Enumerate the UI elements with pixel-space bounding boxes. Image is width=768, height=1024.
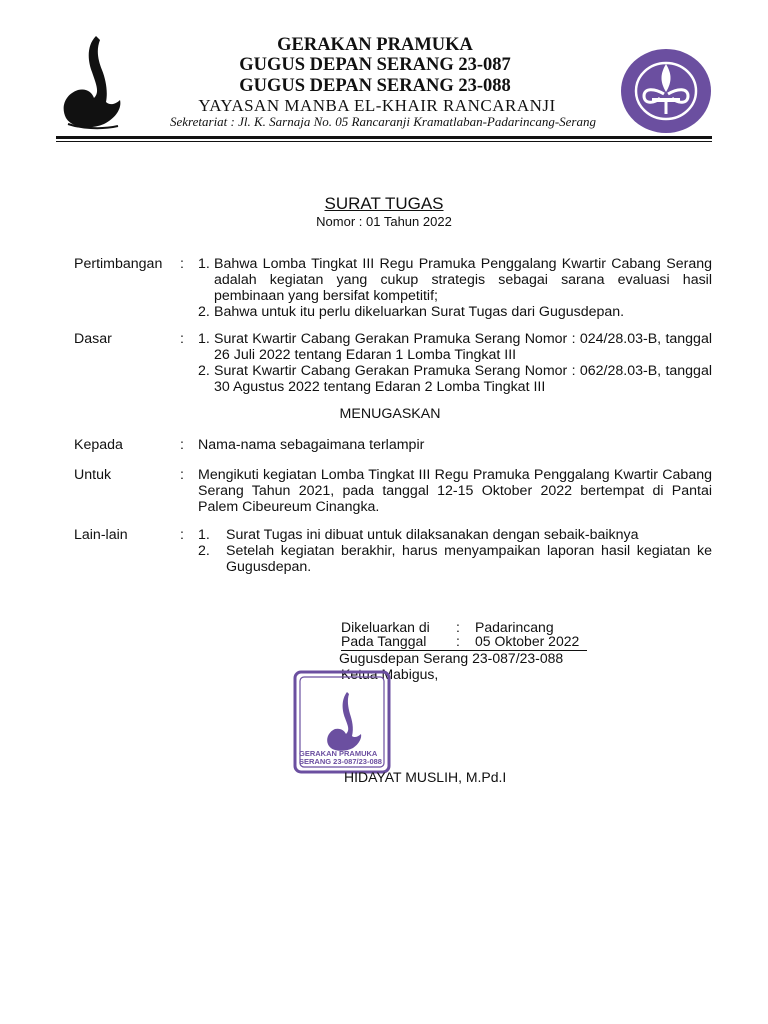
section-colon: : [180,527,184,543]
section-label: Kepada [74,437,123,453]
stamp-text-2: SERANG 23-087/23-088 [299,757,382,766]
signatory-org: Gugusdepan Serang 23-087/23-088 [339,650,564,666]
list-item [198,363,712,395]
issued-label: Dikeluarkan di [341,619,430,635]
list-item [198,527,712,543]
issued-place: Padarincang [475,619,554,635]
section-pertimbangan [74,256,714,320]
list-item [198,256,712,304]
list-number: 1. [198,256,210,272]
header-divider-thin [56,141,712,142]
section-colon: : [180,437,184,453]
list-number: 2. [198,543,210,559]
section-colon: : [180,467,184,483]
list-text: Setelah kegiatan berakhir, harus menyampaikan laporan hasil kegiatan ke Gugusdepan. [226,543,712,575]
secretariat-address: Sekretariat : Jl. K. Sarnaja No. 05 Rancaranji Kramatlaban-Padarincang-Serang [170,114,596,129]
list-item [198,543,712,575]
document-number: Nomor : 01 Tahun 2022 [316,214,452,229]
date-row [341,634,587,651]
document-title: SURAT TUGAS [324,194,444,213]
unit-name-2: GUGUS DEPAN SERANG 23-088 [239,76,511,96]
scout-fleur-de-lis-emblem-icon [620,48,712,134]
signatory-position: Ketua Mabigus, [341,666,439,682]
section-label: Pertimbangan [74,256,163,272]
section-text: Nama-nama sebagaimana terlampir [198,437,425,453]
list-item [198,331,712,363]
date-value: 05 Oktober 2022 [475,633,580,649]
unit-name-1: GUGUS DEPAN SERANG 23-087 [239,55,511,75]
list-text: Bahwa Lomba Tingkat III Regu Pramuka Penggalang Kwartir Cabang Serang adalah kegiatan yang cukup strategis sebagai sarana evaluasi hasil pembinaan yang bersifat kompetitif; [214,256,712,304]
list-number: 1. [198,527,210,543]
foundation-name: YAYASAN MANBA EL-KHAIR RANCARANJI [198,96,556,115]
list-number: 2. [198,304,210,320]
section-colon: : [180,256,184,272]
section-colon: : [180,331,184,347]
list-item [198,304,712,320]
section-text: Mengikuti kegiatan Lomba Tingkat III Regu Pramuka Penggalang Kwartir Cabang Serang Tahun 2021, pada tanggal 12-15 Oktober 2022 bertempat di Pantai Palem Cibeureum Cinangka. [198,467,712,515]
section-label: Lain-lain [74,527,128,543]
org-name: GERAKAN PRAMUKA [277,35,473,55]
section-untuk [74,467,714,517]
stamp-text-1: GERAKAN PRAMUKA [299,749,378,758]
header-divider-thick [56,136,712,139]
section-label: Dasar [74,331,112,347]
section-label: Untuk [74,467,112,483]
list-text: Surat Kwartir Cabang Gerakan Pramuka Serang Nomor : 062/28.03-B, tanggal 30 Agustus 2022 tentang Edaran 2 Lomba Tingkat III [214,363,712,395]
signatory-name: HIDAYAT MUSLIH, M.Pd.I [344,769,507,785]
date-label: Pada Tanggal [341,633,427,649]
issued-colon: : [456,619,460,635]
list-text: Surat Kwartir Cabang Gerakan Pramuka Serang Nomor : 024/28.03-B, tanggal 26 Juli 2022 tentang Edaran 1 Lomba Tingkat III [214,331,712,363]
official-stamp [293,670,391,774]
menugaskan-heading: MENUGASKAN [339,406,441,422]
list-text: Bahwa untuk itu perlu dikeluarkan Surat Tugas dari Gugusdepan. [214,304,625,320]
section-dasar [74,331,714,395]
list-number: 2. [198,363,210,379]
list-text: Surat Tugas ini dibuat untuk dilaksanakan dengan sebaik-baiknya [226,527,639,543]
list-number: 1. [198,331,210,347]
date-colon: : [456,633,460,649]
section-kepada [74,437,714,455]
section-lain-lain [74,527,714,577]
